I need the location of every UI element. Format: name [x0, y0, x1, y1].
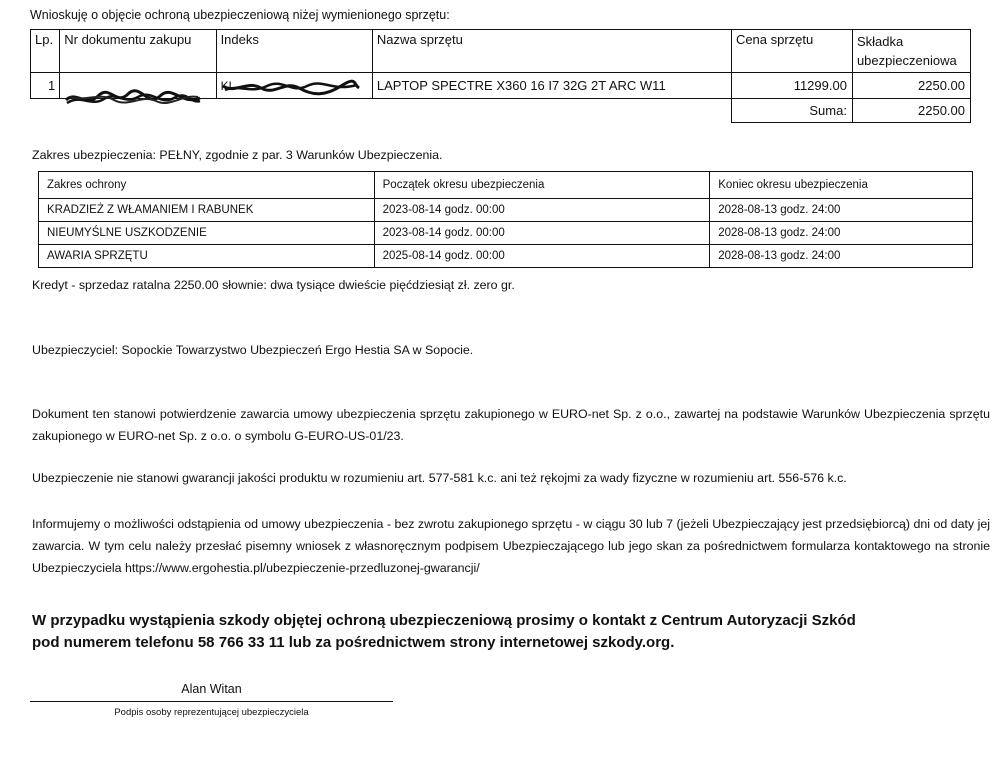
- sum-label: Suma:: [731, 99, 852, 123]
- confirmation-paragraph: Dokument ten stanowi potwierdzenie zawarcia umowy ubezpieczenia sprzętu zakupionego w EURO-net Sp. z o.o., zawartej na podstawie Warunków Ubezpieczenia sprzętu zakupionego w EURO-net Sp. z o.o. o symbolu G-EURO-US-01/23.: [32, 407, 990, 443]
- signature-line: [30, 701, 393, 702]
- coverage-header-row: [39, 172, 973, 199]
- warranty-paragraph: Ubezpieczenie nie stanowi gwarancji jakości produktu w rozumieniu art. 577-581 k.c. ani też rękojmi za wady fizyczne w rozumieniu art. 556-576 k.c.: [32, 471, 847, 485]
- insurer-line: Ubezpieczyciel: Sopockie Towarzystwo Ubezpieczeń Ergo Hestia SA w Sopocie.: [32, 343, 474, 357]
- table-row: [39, 245, 973, 268]
- signature-caption: Podpis osoby reprezentującej ubezpieczyciela: [114, 707, 309, 718]
- cell-end: 2028-08-13 godz. 24:00: [710, 222, 973, 245]
- equipment-header-row: [31, 30, 971, 73]
- table-row: [31, 73, 971, 99]
- withdrawal-paragraph: Informujemy o możliwości odstąpienia od umowy ubezpieczenia - bez zwrotu zakupionego sprzętu - w ciągu 30 lub 7 (jeżeli Ubezpieczający jest przedsiębiorcą) dni od daty jej zawarcia. W tym celu należy przesłać pisemny wniosek z własnoręcznym podpisem Ubezpieczającego lub jego skan za pośrednictwem formularza kontaktowego na stronie Ubezpieczyciela https://www.ergohestia.pl/ubezpieczenie-przedluzonej-gwarancji/: [32, 517, 990, 575]
- contact-line-2: pod numerem telefonu 58 766 33 11 lub za pośrednictwem strony internetowej szkody.org.: [32, 634, 675, 651]
- header-end: Koniec okresu ubezpieczenia: [710, 172, 973, 199]
- cell-scope: KRADZIEŻ Z WŁAMANIEM I RABUNEK: [39, 199, 375, 222]
- header-lp: Lp.: [31, 30, 60, 73]
- header-scope: Zakres ochrony: [39, 172, 375, 199]
- sum-value: 2250.00: [852, 99, 970, 123]
- cell-equipment-name: LAPTOP SPECTRE X360 16 I7 32G 2T ARC W11: [372, 73, 731, 99]
- cell-end: 2028-08-13 godz. 24:00: [710, 245, 973, 268]
- table-row: [39, 199, 973, 222]
- credit-line: Kredyt - sprzedaz ratalna 2250.00 słownie: dwa tysiące dwieście pięćdziesiąt zł. zero gr.: [32, 278, 515, 292]
- cell-scope: AWARIA SPRZĘTU: [39, 245, 375, 268]
- cell-lp: 1: [31, 73, 60, 99]
- header-start: Początek okresu ubezpieczenia: [374, 172, 710, 199]
- header-premium: Składka ubezpieczeniowa: [852, 30, 970, 73]
- cell-start: 2023-08-14 godz. 00:00: [374, 199, 710, 222]
- cell-doc-number: [60, 73, 216, 99]
- header-doc-number: Nr dokumentu zakupu: [60, 30, 216, 73]
- cell-premium: 2250.00: [852, 73, 970, 99]
- cell-scope: NIEUMYŚLNE USZKODZENIE: [39, 222, 375, 245]
- cell-start: 2023-08-14 godz. 00:00: [374, 222, 710, 245]
- header-index: Indeks: [216, 30, 372, 73]
- signatory-name: Alan Witan: [181, 682, 242, 696]
- contact-line-1: W przypadku wystąpienia szkody objętej ochroną ubezpieczeniową prosimy o kontakt z Centrum Autoryzacji Szkód: [32, 612, 856, 629]
- intro-text: Wnioskuję o objęcie ochroną ubezpieczeniową niżej wymienionego sprzętu:: [30, 8, 450, 22]
- scope-line: Zakres ubezpieczenia: PEŁNY, zgodnie z par. 3 Warunków Ubezpieczenia.: [32, 148, 443, 162]
- cell-index: [216, 73, 372, 99]
- header-price: Cena sprzętu: [731, 30, 852, 73]
- equipment-table: [30, 29, 971, 123]
- table-row: [39, 222, 973, 245]
- redaction-scribble-index: KL: [221, 78, 236, 93]
- cell-price: 11299.00: [731, 73, 852, 99]
- coverage-table: [38, 171, 973, 268]
- cell-end: 2028-08-13 godz. 24:00: [710, 199, 973, 222]
- cell-start: 2025-08-14 godz. 00:00: [374, 245, 710, 268]
- header-equipment-name: Nazwa sprzętu: [372, 30, 731, 73]
